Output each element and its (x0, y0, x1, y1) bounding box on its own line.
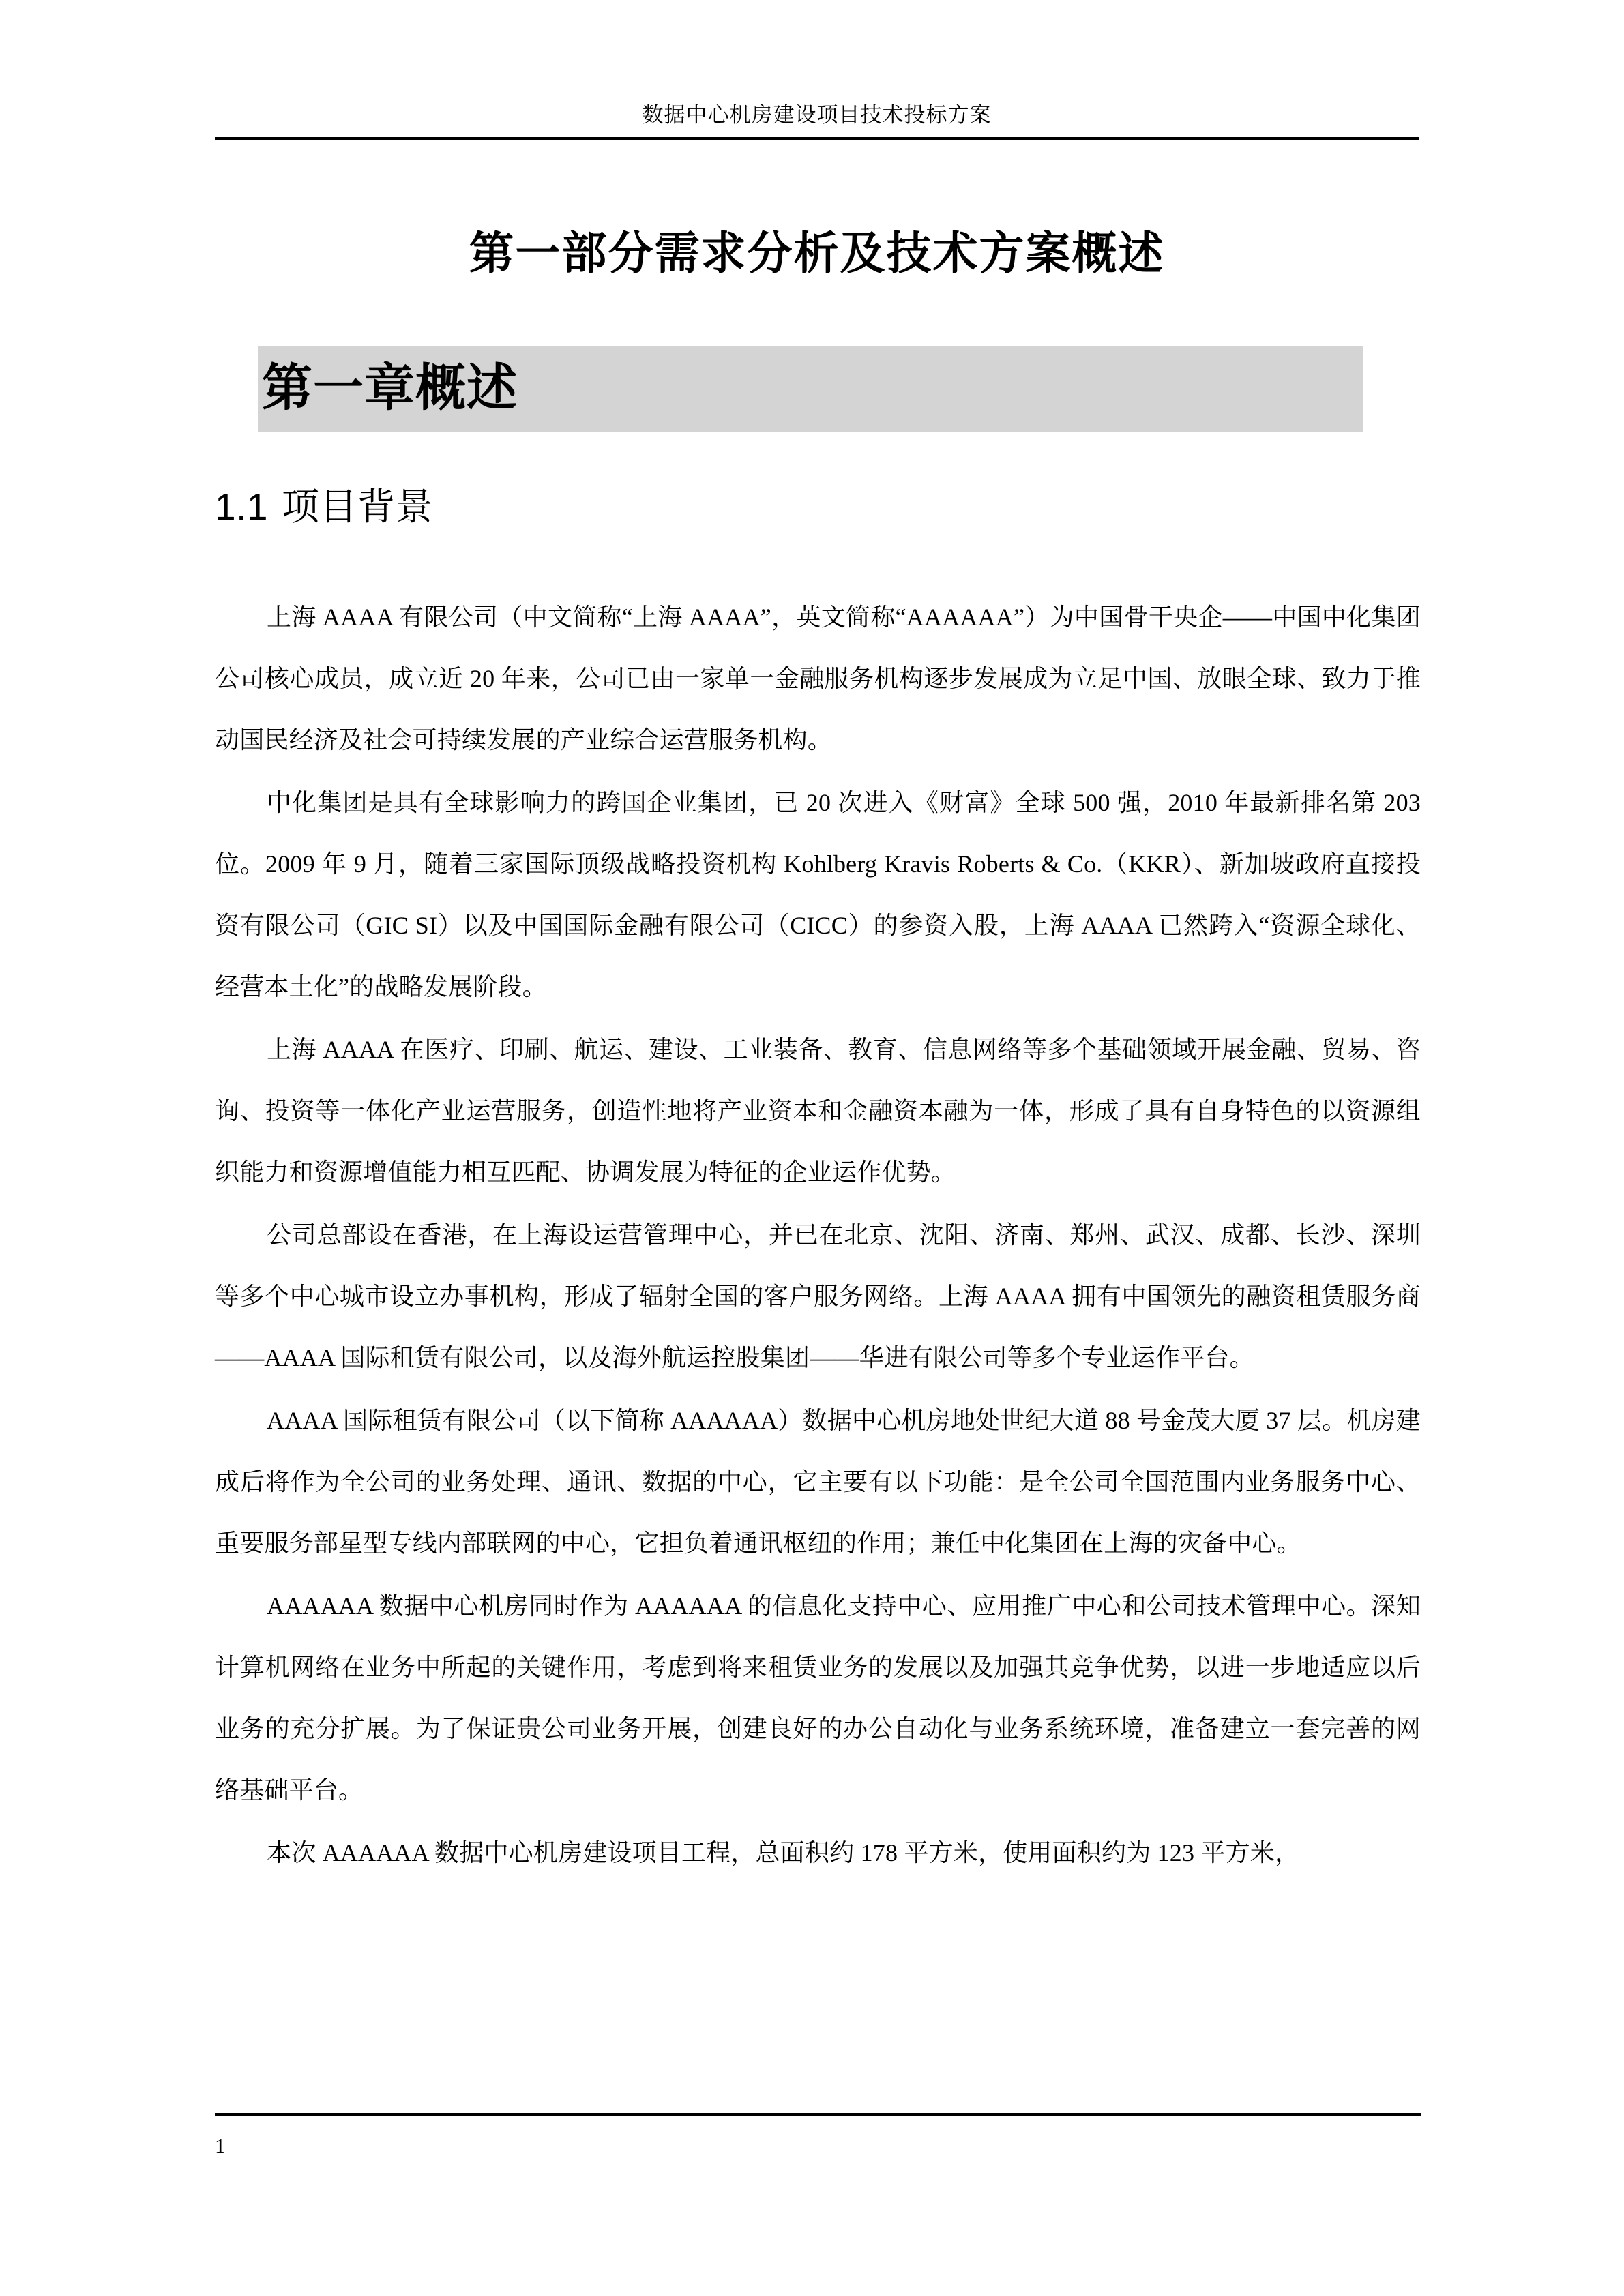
body-paragraph: AAAA 国际租赁有限公司（以下简称 AAAAAA）数据中心机房地处世纪大道 88 号金茂大厦 37 层。机房建成后将作为全公司的业务处理、通讯、数据的中心，它主要有以下功能：是全公司全国范围内业务服务中心、重要服务部星型专线内部联网的中心，它担负着通讯枢纽的作用；兼任中化集团在上海的灾备中心。 (215, 1407, 1421, 1557)
section-number: 1.1 (215, 486, 268, 528)
body-paragraph: 公司总部设在香港，在上海设运营管理中心，并已在北京、沈阳、济南、郑州、武汉、成都、长沙、深圳等多个中心城市设立办事机构，形成了辐射全国的客户服务网络。上海 AAAA 拥有中国领先的融资租赁服务商——AAAA 国际租赁有限公司，以及海外航运控股集团——华进有限公司等多个专业运作平台。 (215, 1221, 1421, 1371)
part-title: 第一部分需求分析及技术方案概述 (469, 228, 1165, 278)
chapter-heading-band (258, 346, 1363, 432)
body-paragraph: 上海 AAAA 在医疗、印刷、航运、建设、工业装备、教育、信息网络等多个基础领域开展金融、贸易、咨询、投资等一体化产业运营服务，创造性地将产业资本和金融资本融为一体，形成了具有自身特色的以资源组织能力和资源增值能力相互匹配、协调发展为特征的企业运作优势。 (215, 1036, 1421, 1186)
body-paragraph: 本次 AAAAAA 数据中心机房建设项目工程，总面积约 178 平方米，使用面积约为 123 平方米， (267, 1839, 1300, 1866)
section-title: 项目背景 (281, 486, 433, 528)
body-paragraph: AAAAAA 数据中心机房同时作为 AAAAAA 的信息化支持中心、应用推广中心和公司技术管理中心。深知计算机网络在业务中所起的关键作用，考虑到将来租赁业务的发展以及加强其竞争优势，以进一步地适应以后业务的充分扩展。为了保证贵公司业务开展，创建良好的办公自动化与业务系统环境，准备建立一套完善的网络基础平台。 (215, 1592, 1421, 1804)
page-footer (215, 2113, 1421, 2158)
header-divider (215, 137, 1419, 140)
section-heading (215, 484, 433, 529)
document-body (215, 586, 1421, 1885)
page-number: 1 (215, 2134, 226, 2158)
running-header-text: 数据中心机房建设项目技术投标方案 (642, 103, 992, 127)
chapter-heading-text: 第一章概述 (262, 359, 518, 416)
footer-divider (215, 2113, 1421, 2116)
page-header (215, 102, 1419, 140)
body-paragraph: 上海 AAAA 有限公司（中文简称“上海 AAAA”，英文简称“AAAAAA”）为中国骨干央企——中国中化集团公司核心成员，成立近 20 年来，公司已由一家单一金融服务机构逐步发展成为立足中国、放眼全球、致力于推动国民经济及社会可持续发展的产业综合运营服务机构。 (215, 603, 1421, 754)
body-paragraph: 中化集团是具有全球影响力的跨国企业集团，已 20 次进入《财富》全球 500 强，2010 年最新排名第 203 位。2009 年 9 月，随着三家国际顶级战略投资机构 Kohlberg Kravis Roberts & Co.（KKR）、新加坡政府直接投资有限公司（GIC SI）以及中国国际金融有限公司（CICC）的参资入股，上海 AAAA 已然跨入“资源全球化、经营本土化”的战略发展阶段。 (215, 789, 1421, 1000)
